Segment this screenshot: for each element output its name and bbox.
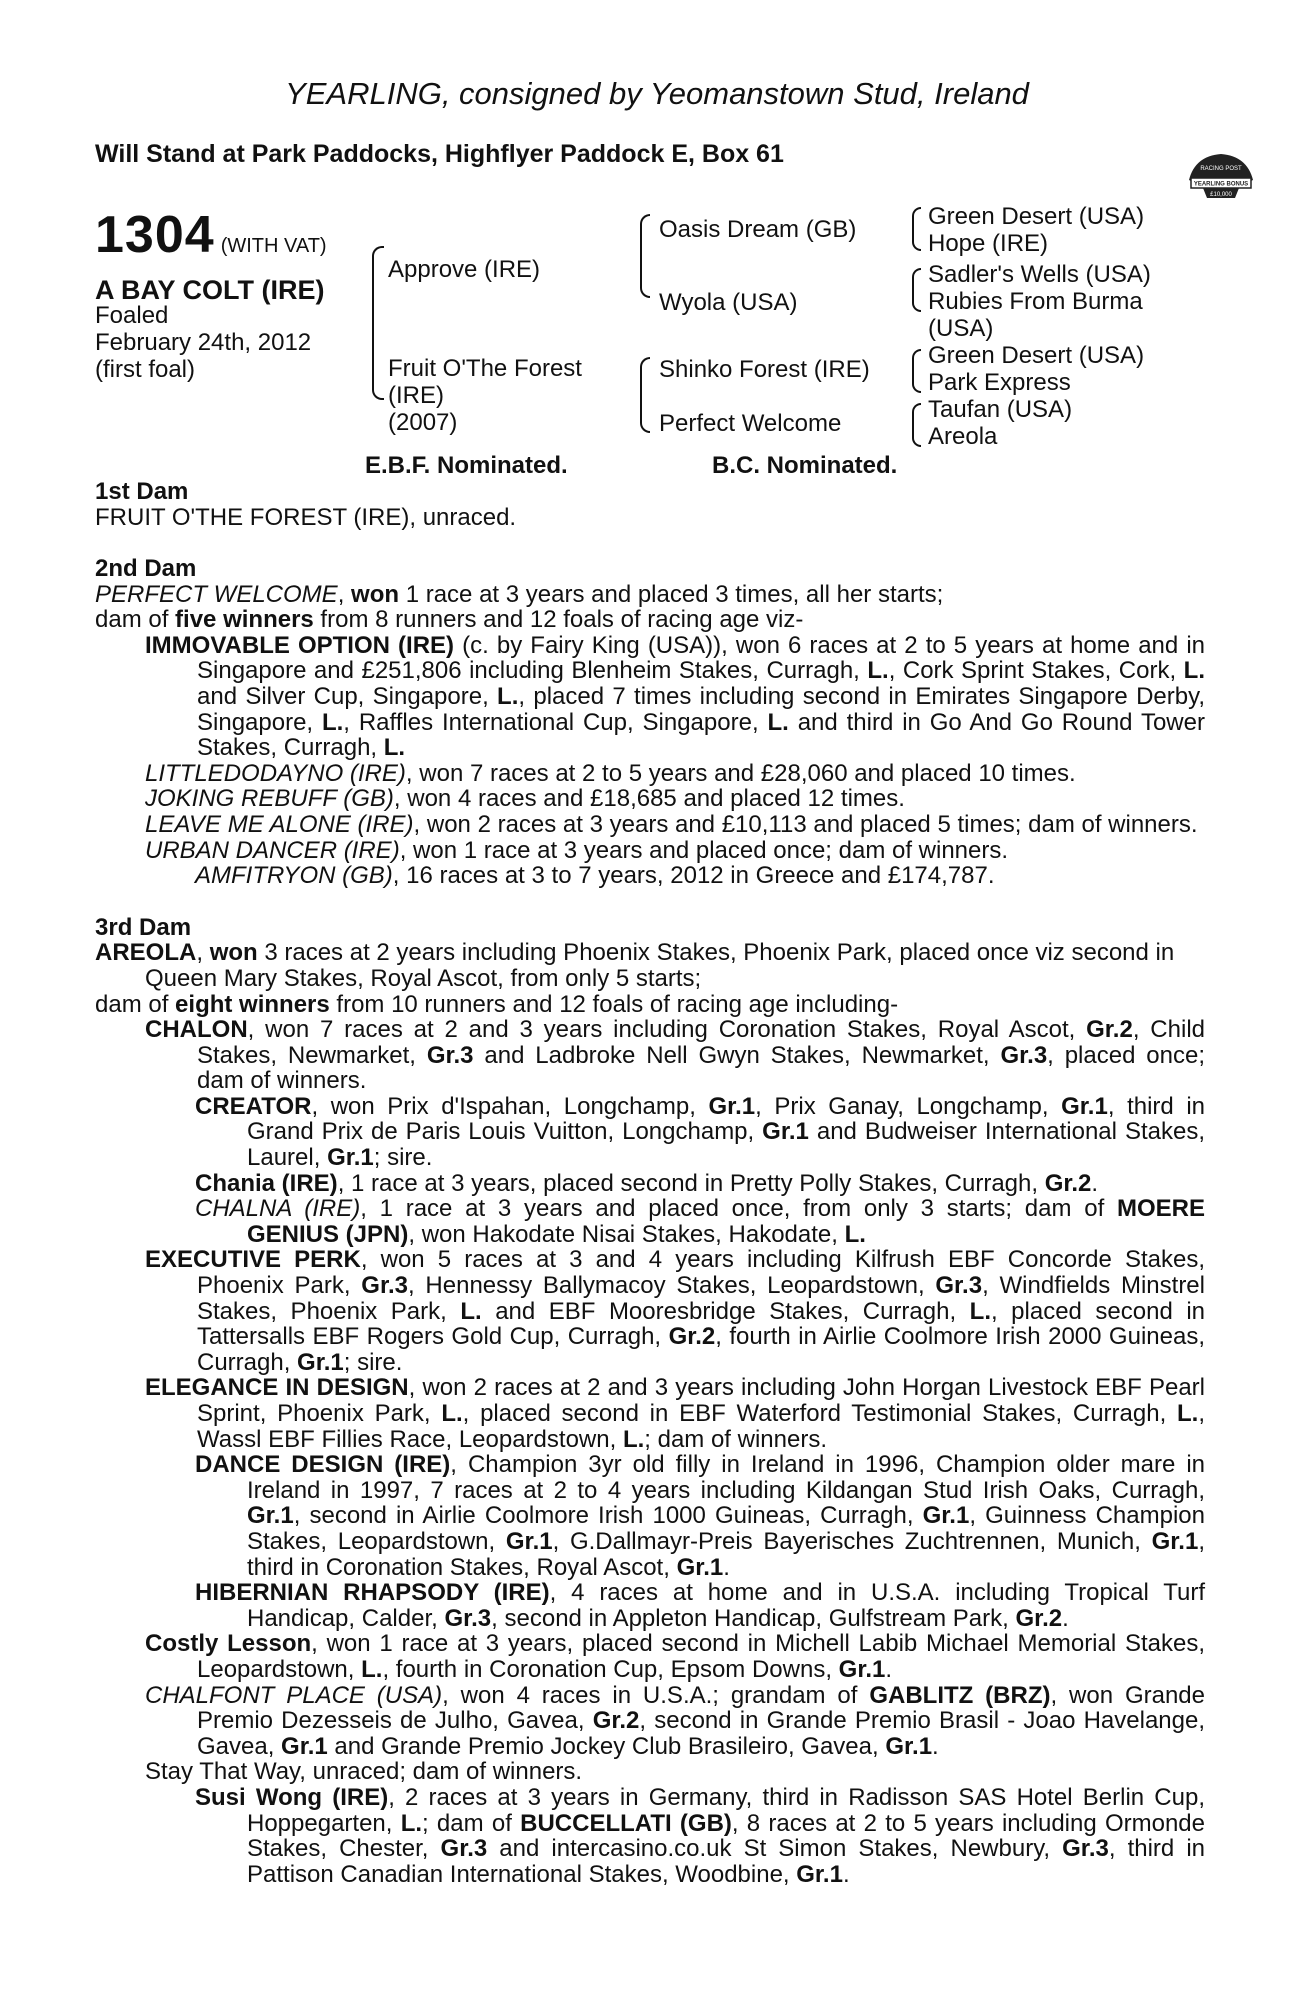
produce-chalon: CHALON, won 7 races at 2 and 3 years including Coronation Stakes, Royal Ascot, Gr.2, Child Stakes, Newmarket, Gr.3 and Ladbroke Nell Gwyn Stakes, Newmarket, Gr.3, placed once; dam of winners. <box>145 1016 1206 1095</box>
lot-name: A BAY COLT (IRE) <box>95 275 325 305</box>
produce-stay-that-way: Stay That Way, unraced; dam of winners. <box>145 1758 583 1786</box>
produce-chalna: CHALNA (IRE), 1 race at 3 years and placed once, from only 3 starts; dam of MOERE GENIUS (JPN), won Hakodate Nisai Stakes, Hakodate, L. <box>195 1195 1205 1248</box>
ebf-nominated: E.B.F. Nominated. <box>365 452 568 479</box>
pedigree-g4: Rubies From Burma (USA) <box>928 288 1143 342</box>
pedigree-dam-dam: Perfect Welcome <box>659 410 842 437</box>
produce-chania: Chania (IRE), 1 race at 3 years, placed second in Pretty Polly Stakes, Curragh, Gr.2. <box>195 1169 1099 1197</box>
second-dam-produce-summary: dam of five winners from 8 runners and 12 foals of racing age viz- <box>95 606 804 634</box>
vat-note: (WITH VAT) <box>220 235 327 257</box>
pedigree-sire-sire: Oasis Dream (GB) <box>659 216 857 243</box>
pedigree-brace-g3 <box>912 349 921 393</box>
produce-hibernian-rhapsody: HIBERNIAN RHAPSODY (IRE), 4 races at home and in U.S.A. including Tropical Turf Handicap, Calder, Gr.3, second in Appleton Handicap, Gulfstream Park, Gr.2. <box>195 1579 1206 1632</box>
second-dam-line: PERFECT WELCOME, won 1 race at 3 years and placed 3 times, all her starts; <box>95 580 944 608</box>
badge-line-2: YEARLING BONUS <box>1193 181 1249 188</box>
badge-line-3: £10,000 <box>1210 192 1232 198</box>
badge-line-1: RACING POST <box>1200 166 1242 172</box>
foal-note: (first foal) <box>95 356 196 383</box>
first-dam-text: FRUIT O'THE FOREST (IRE), unraced. <box>95 504 517 531</box>
produce-record <box>95 556 1205 1887</box>
second-dam-heading: 2nd Dam <box>95 555 197 582</box>
pedigree-brace-dam <box>640 357 650 433</box>
produce-executive-perk: EXECUTIVE PERK, won 5 races at 3 and 4 years including Kilfrush EBF Concorde Stakes, Phoenix Park, Gr.3, Hennessy Ballymacoy Stakes, Leopardstown, Gr.3, Windfields Minstrel Stakes, Phoenix Park, L. and EBF Mooresbridge Stakes, Curragh, L., placed second in Tattersalls EBF Rogers Gold Cup, Curragh, Gr.2, fourth in Airlie Coolmore Irish 2000 Guineas, Curragh, Gr.1; sire. <box>145 1246 1205 1376</box>
produce-amfitryon: AMFITRYON (GB), 16 races at 3 to 7 years, 2012 in Greece and £174,787. <box>195 862 995 890</box>
pedigree-dam-sire: Shinko Forest (IRE) <box>659 356 870 383</box>
foaled-block <box>95 302 311 383</box>
third-dam-produce-summary: dam of eight winners from 10 runners and 12 foals of racing age including- <box>95 990 899 1018</box>
third-dam-line: AREOLA, won 3 races at 2 years including Phoenix Stakes, Phoenix Park, placed once viz second in Queen Mary Stakes, Royal Ascot, from only 5 starts; <box>95 939 1175 992</box>
produce-dance-design: DANCE DESIGN (IRE), Champion 3yr old filly in Ireland in 1996, Champion older mare in Ireland in 1997, 7 races at 2 to 4 years including Kildangan Stud Irish Oaks, Curragh, Gr.1, second in Airlie Coolmore Irish 1000 Guineas, Curragh, Gr.1, Guinness Champion Stakes, Leopardstown, Gr.1, G.Dallmayr-Preis Bayerisches Zuchtrennen, Munich, Gr.1, third in Coronation Stakes, Royal Ascot, Gr.1. <box>195 1451 1205 1581</box>
produce-leave-me-alone: LEAVE ME ALONE (IRE), won 2 races at 3 years and £10,113 and placed 5 times; dam of winners. <box>145 810 1198 838</box>
pedigree-g5: Green Desert (USA) <box>928 342 1145 369</box>
produce-chalfont-place: CHALFONT PLACE (USA), won 4 races in U.S.A.; grandam of GABLITZ (BRZ), won Grande Premio Dezesseis de Julho, Gavea, Gr.2, second in Grande Premio Brasil - Joao Havelange, Gavea, Gr.1 and Grande Premio Jockey Club Brasileiro, Gavea, Gr.1. <box>145 1681 1205 1760</box>
pedigree-sire: Approve (IRE) <box>388 256 541 283</box>
produce-creator: CREATOR, won Prix d'Ispahan, Longchamp, Gr.1, Prix Ganay, Longchamp, Gr.1, third in Grand Prix de Paris Louis Vuitton, Longchamp, Gr.1 and Budweiser International Stakes, Laurel, Gr.1; sire. <box>195 1092 1206 1172</box>
pedigree-g6: Park Express <box>928 369 1071 396</box>
lot-number-row <box>95 205 327 265</box>
pedigree-g8: Areola <box>928 423 998 450</box>
foaled-date: February 24th, 2012 <box>95 329 312 356</box>
produce-susi-wong: Susi Wong (IRE), 2 races at 3 years in Germany, third in Radisson SAS Hotel Berlin Cup, Hoppegarten, L.; dam of BUCCELLATI (GB), 8 races at 2 to 5 years including Ormonde Stakes, Chester, Gr.3 and intercasino.co.uk St Simon Stakes, Newbury, Gr.3, third in Pattison Canadian International Stakes, Woodbine, Gr.1. <box>195 1783 1205 1888</box>
pedigree-brace-g1 <box>912 207 921 251</box>
produce-littledodayno: LITTLEDODAYNO (IRE), won 7 races at 2 to 5 years and £28,060 and placed 10 times. <box>145 759 1076 787</box>
lot-number: 1304 <box>95 206 215 264</box>
yearling-bonus-badge <box>1185 150 1257 202</box>
catalogue-header: YEARLING, consigned by Yeomanstown Stud, Ireland <box>285 76 1029 111</box>
pedigree-g2: Hope (IRE) <box>928 230 1049 257</box>
pedigree-sire-dam: Wyola (USA) <box>659 289 798 316</box>
pedigree-brace-sire <box>640 214 650 298</box>
first-dam-heading: 1st Dam <box>95 478 189 505</box>
pedigree-brace-g4 <box>912 403 921 447</box>
pedigree-dam: Fruit O'The Forest (IRE) (2007) <box>388 355 582 436</box>
pedigree-g1: Green Desert (USA) <box>928 203 1145 230</box>
produce-immovable-option: IMMOVABLE OPTION (IRE) (c. by Fairy King (USA)), won 6 races at 2 to 5 years at home and in Singapore and £251,806 including Blenheim Stakes, Curragh, L., Cork Sprint Stakes, Cork, L. and Silver Cup, Singapore, L., placed 7 times including second in Emirates Singapore Derby, Singapore, L., Raffles International Cup, Singapore, L. and third in Go And Go Round Tower Stakes, Curragh, L. <box>145 631 1205 762</box>
produce-urban-dancer: URBAN DANCER (IRE), won 1 race at 3 years and placed once; dam of winners. <box>145 836 1009 864</box>
bc-nominated: B.C. Nominated. <box>712 452 898 479</box>
pedigree-g3: Sadler's Wells (USA) <box>928 261 1151 288</box>
third-dam-heading: 3rd Dam <box>95 913 192 941</box>
pedigree-brace-main <box>372 246 384 400</box>
foaled-label: Foaled <box>95 302 169 329</box>
stand-location: Will Stand at Park Paddocks, Highflyer Paddock E, Box 61 <box>95 140 784 168</box>
pedigree-g7: Taufan (USA) <box>928 396 1073 423</box>
pedigree-brace-g2 <box>912 268 921 312</box>
produce-elegance-in-design: ELEGANCE IN DESIGN, won 2 races at 2 and 3 years including John Horgan Livestock EBF Pearl Sprint, Phoenix Park, L., placed second in EBF Waterford Testimonial Stakes, Curragh, L., Wassl EBF Fillies Race, Leopardstown, L.; dam of winners. <box>145 1374 1205 1453</box>
produce-costly-lesson: Costly Lesson, won 1 race at 3 years, placed second in Michell Labib Michael Memorial Stakes, Leopardstown, L., fourth in Coronation Cup, Epsom Downs, Gr.1. <box>145 1630 1206 1683</box>
produce-joking-rebuff: JOKING REBUFF (GB), won 4 races and £18,685 and placed 12 times. <box>145 785 905 813</box>
